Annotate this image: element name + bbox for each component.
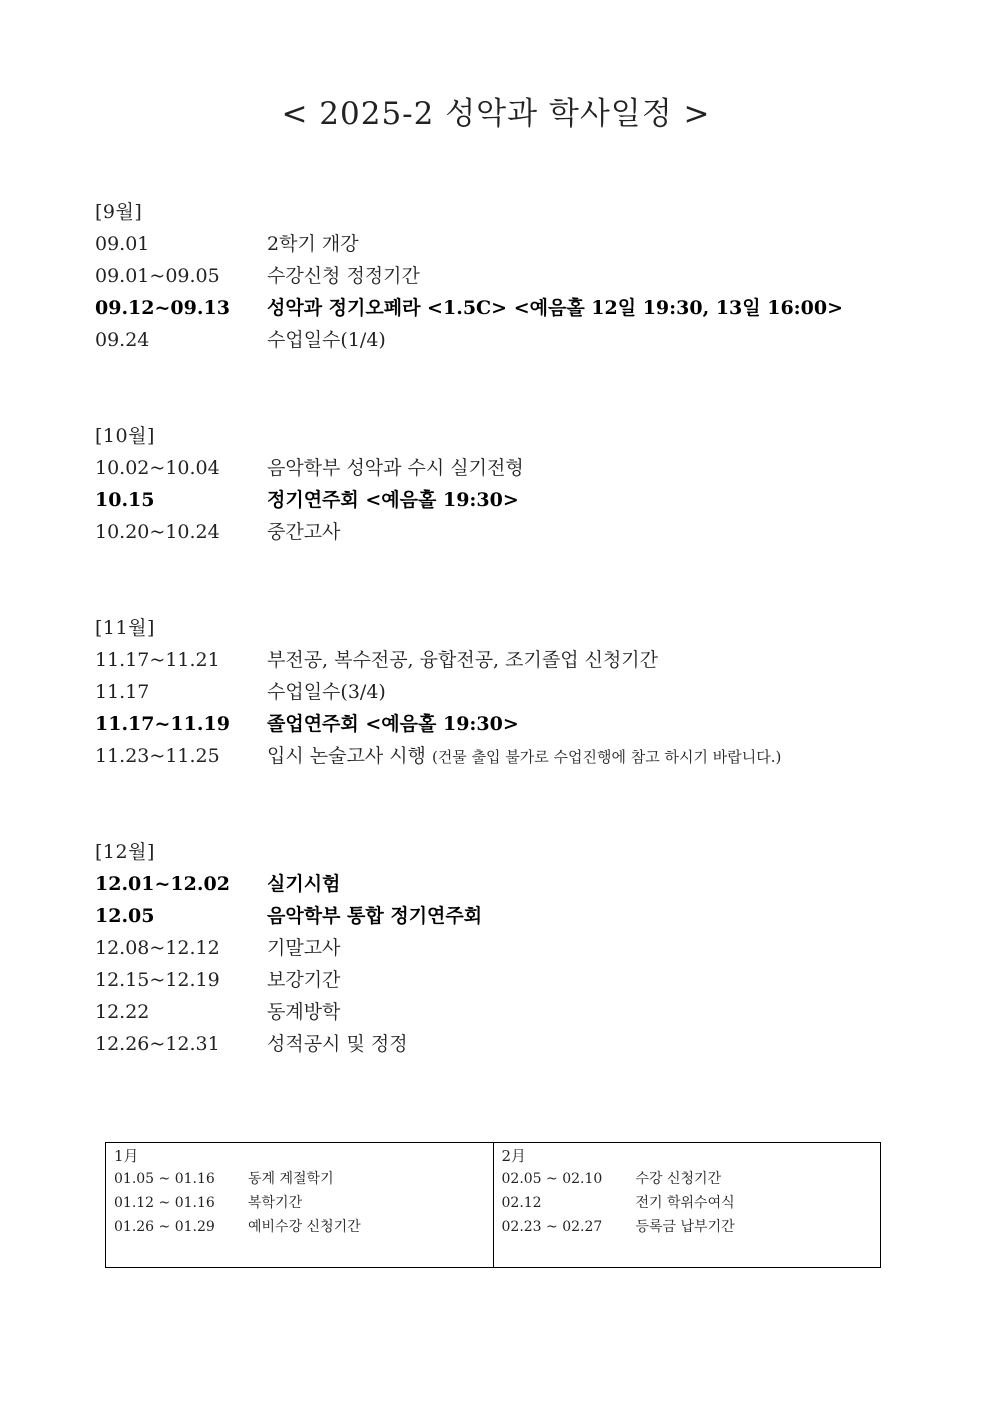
next-semester-box <box>105 1142 881 1268</box>
box-date: 01.05 ~ 01.16 <box>114 1171 215 1187</box>
schedule-date: 09.24 <box>95 329 150 351</box>
schedule-date: 10.20~10.24 <box>95 521 220 543</box>
schedule-date: 11.17~11.21 <box>95 649 220 671</box>
schedule-date: 12.05 <box>95 905 155 927</box>
schedule-row <box>95 228 915 260</box>
schedule-date: 11.17 <box>95 681 150 703</box>
schedule-row <box>95 516 915 548</box>
january-column <box>106 1143 493 1267</box>
section-november <box>95 612 915 772</box>
schedule-event: 2학기 개강 <box>267 233 359 255</box>
schedule-date: 10.15 <box>95 489 155 511</box>
box-event: 복학기간 <box>248 1195 303 1211</box>
schedule-event: 음악학부 통합 정기연주회 <box>267 905 483 927</box>
box-date: 01.26 ~ 01.29 <box>114 1219 215 1235</box>
schedule-event: 실기시험 <box>267 873 341 895</box>
schedule-row <box>95 932 915 964</box>
schedule-date: 09.01 <box>95 233 150 255</box>
schedule-date: 12.22 <box>95 1001 150 1023</box>
schedule-event: 음악학부 성악과 수시 실기전형 <box>267 457 524 479</box>
box-date: 02.23 ~ 02.27 <box>501 1219 603 1235</box>
schedule-row-highlight <box>95 900 915 932</box>
section-december <box>95 836 915 1060</box>
box-date: 01.12 ~ 01.16 <box>114 1195 215 1211</box>
schedule-row <box>95 996 915 1028</box>
schedule-row-highlight <box>95 708 915 740</box>
box-row <box>114 1167 485 1191</box>
box-row <box>502 1167 873 1191</box>
schedule-note: (건물 출입 불가로 수업진행에 참고 하시기 바랍니다.) <box>431 748 782 766</box>
schedule-row <box>95 676 915 708</box>
schedule-row <box>95 260 915 292</box>
box-row <box>114 1215 485 1239</box>
schedule-row <box>95 452 915 484</box>
schedule-event: 부전공, 복수전공, 융합전공, 조기졸업 신청기간 <box>267 649 659 671</box>
schedule-date: 10.02~10.04 <box>95 457 220 479</box>
box-event: 등록금 납부기간 <box>635 1219 735 1235</box>
schedule-event: 수강신청 정정기간 <box>267 265 420 287</box>
box-event: 수강 신청기간 <box>635 1171 722 1187</box>
box-event: 예비수강 신청기간 <box>248 1219 361 1235</box>
box-row <box>114 1191 485 1215</box>
schedule-row <box>95 644 915 676</box>
schedule-row <box>95 324 915 356</box>
schedule-event: 보강기간 <box>267 969 341 991</box>
schedule-row <box>95 964 915 996</box>
schedule-date: 11.17~11.19 <box>95 713 230 735</box>
schedule-row <box>95 740 915 772</box>
schedule-date: 12.08~12.12 <box>95 937 220 959</box>
month-heading: [11월] <box>95 617 155 639</box>
january-heading: 1月 <box>114 1147 139 1165</box>
schedule-date: 11.23~11.25 <box>95 745 220 767</box>
schedule-event: 동계방학 <box>267 1001 341 1023</box>
schedule-date: 12.26~12.31 <box>95 1033 220 1055</box>
month-heading: [10월] <box>95 425 155 447</box>
schedule-row-highlight <box>95 484 915 516</box>
schedule-event: 졸업연주회 <예음홀 19:30> <box>267 713 519 735</box>
box-event: 동계 계절학기 <box>248 1171 334 1187</box>
schedule-date: 09.12~09.13 <box>95 297 230 319</box>
section-september <box>95 196 915 356</box>
february-heading: 2月 <box>501 1147 527 1165</box>
schedule-event: 수업일수(3/4) <box>267 681 386 703</box>
page-title: < 2025-2 성악과 학사일정 > <box>281 96 711 132</box>
schedule-row <box>95 1028 915 1060</box>
month-heading: [9월] <box>95 201 143 223</box>
box-event: 전기 학위수여식 <box>635 1195 735 1211</box>
schedule-event: 입시 논술고사 시행 <box>267 745 426 767</box>
schedule-row-highlight <box>95 868 915 900</box>
schedule-row-highlight <box>95 292 915 324</box>
box-date: 02.12 <box>501 1195 542 1211</box>
box-row <box>502 1215 873 1239</box>
february-column <box>493 1143 881 1267</box>
box-row <box>502 1191 873 1215</box>
schedule-event: 기말고사 <box>267 937 341 959</box>
schedule-event: 성적공시 및 정정 <box>267 1033 408 1055</box>
schedule-date: 12.01~12.02 <box>95 873 230 895</box>
month-heading: [12월] <box>95 841 155 863</box>
box-date: 02.05 ~ 02.10 <box>501 1171 603 1187</box>
section-october <box>95 420 915 548</box>
schedule-event: 정기연주회 <예음홀 19:30> <box>267 489 519 511</box>
schedule-event: 성악과 정기오페라 <1.5C> <예음홀 12일 19:30, 13일 16:00> <box>267 297 844 319</box>
schedule-date: 09.01~09.05 <box>95 265 220 287</box>
schedule-event: 중간고사 <box>267 521 341 543</box>
schedule-event: 수업일수(1/4) <box>267 329 386 351</box>
schedule-date: 12.15~12.19 <box>95 969 220 991</box>
